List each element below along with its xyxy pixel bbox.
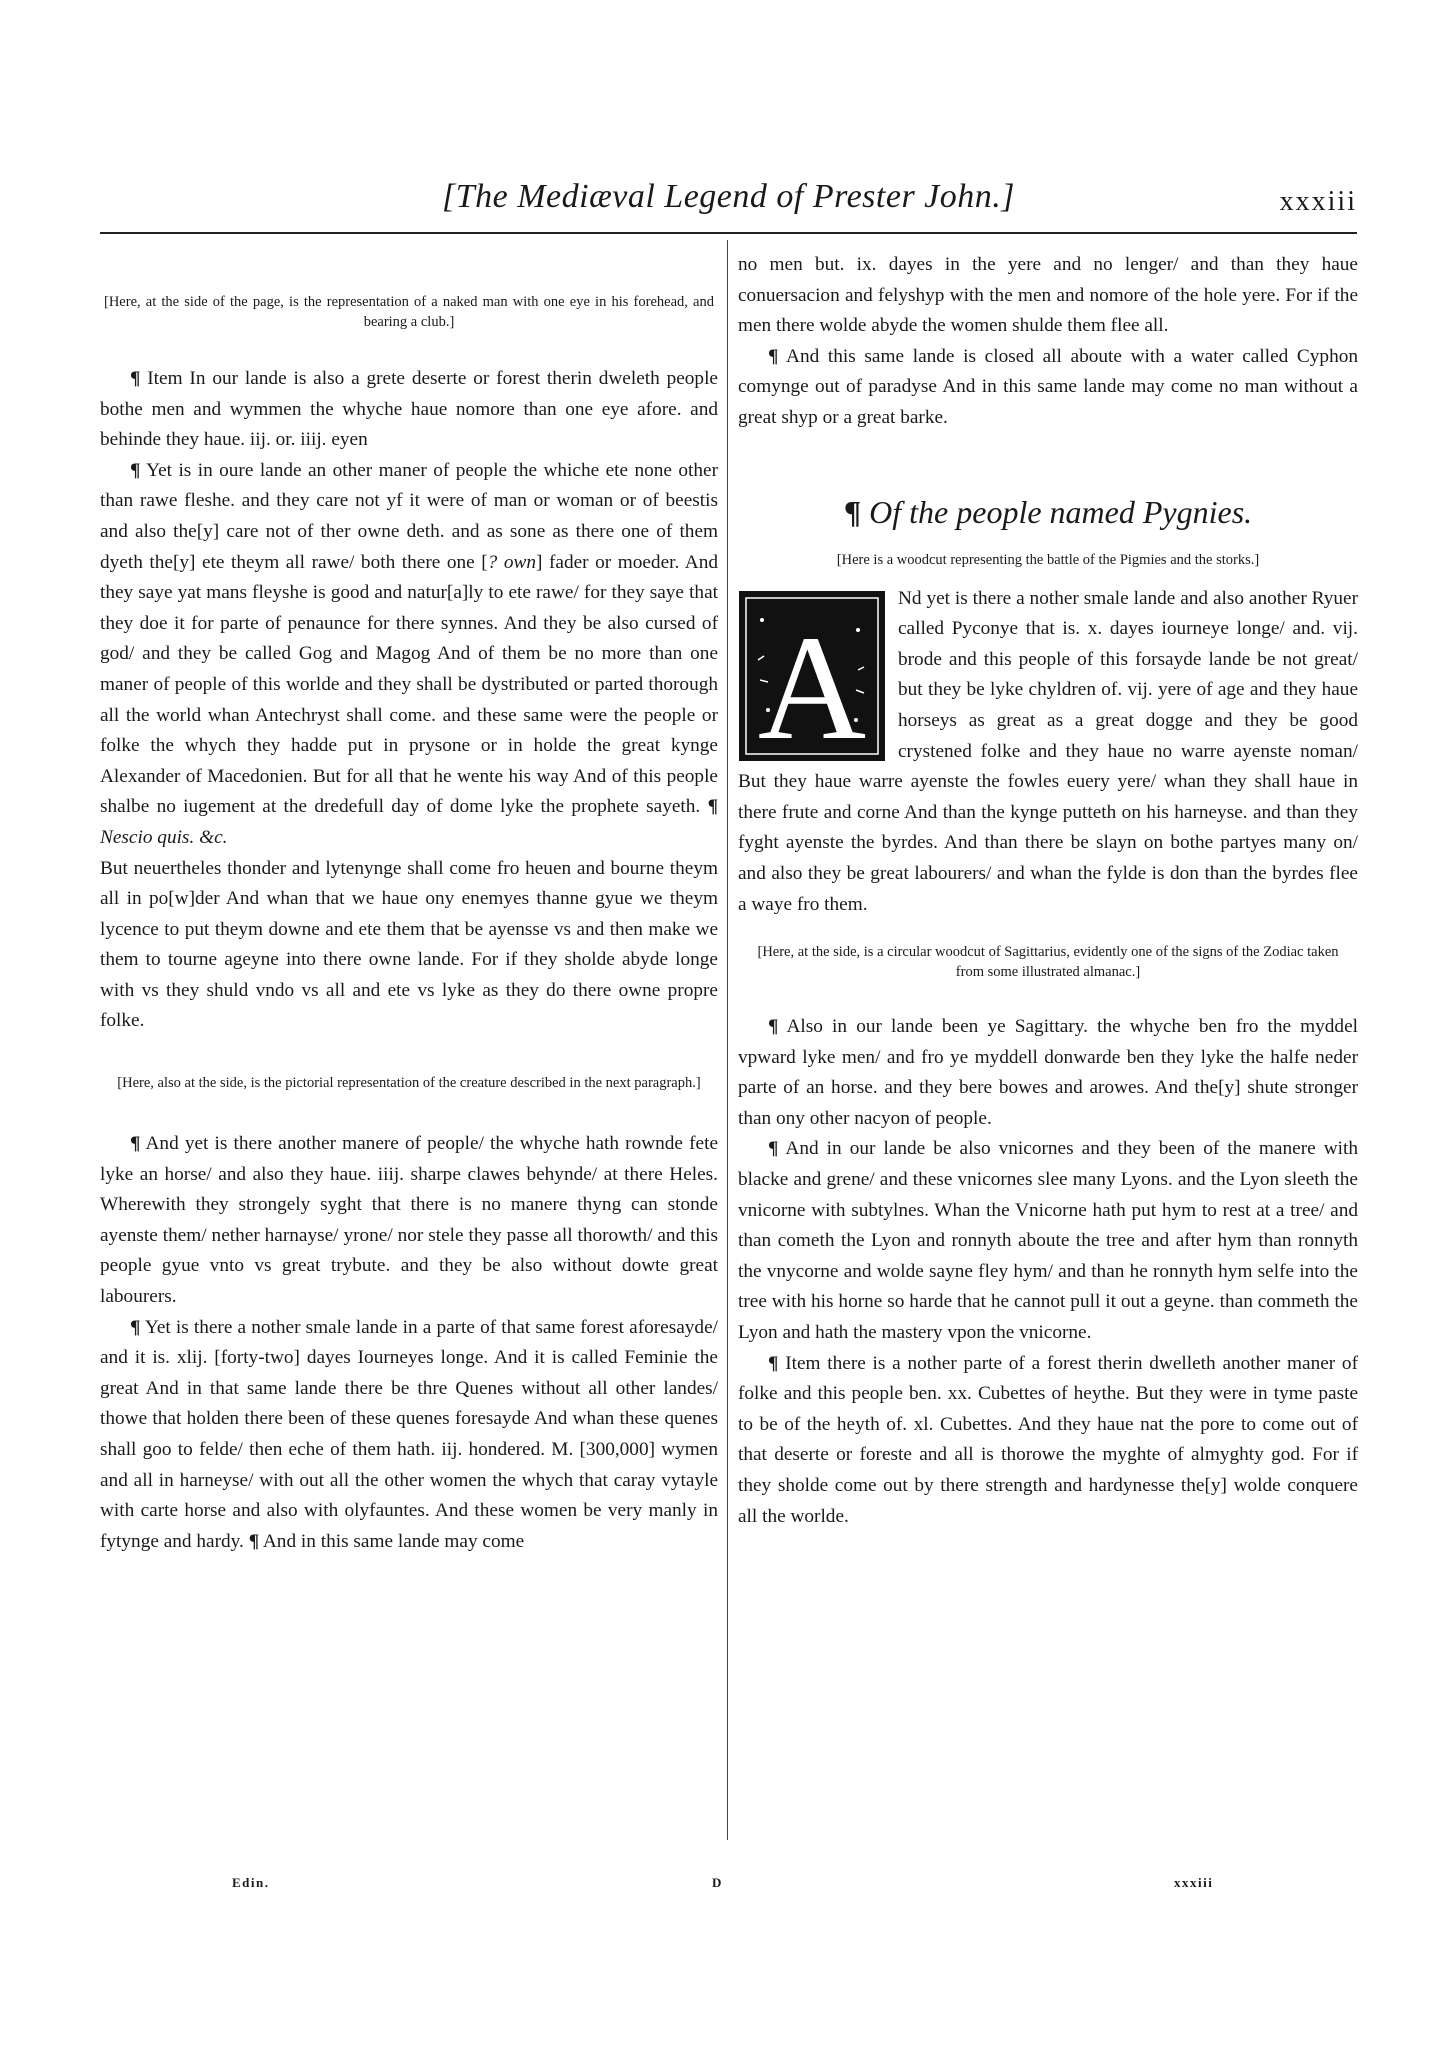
dropcap-woodcut <box>738 590 886 762</box>
latin-quote: Nescio quis. &c. <box>100 826 228 848</box>
paragraph: no men but. ix. dayes in the yere and no lenger/ and than they haue conuersacion and felyshyp with the men and nomore of the hole yere. For if the men there wolde abyde the women shulde them flee all. <box>738 254 1358 337</box>
paragraph-text: And in this same lande may come <box>262 1530 525 1552</box>
paragraph-text: And in our lande be also vnicornes and they been of the manere with blacke and grene/ and these vnicornes slee many Lyons. and the Lyon sleeth the vnicorne with subtylnes. Whan the Vnicorne hath put hym to rest at a tree/ and than cometh the Lyon and ronnyth aboute the tree and after hym than ronnyth the vnycorne and wolde sayne fley hym/ and than he ronnyth hym selfe into the tree with his horne so harde that he cannot pull it out a geyne. than commeth the Lyon and hath the mastery vpon the vnicorne. <box>738 1138 1358 1344</box>
paragraph-text: Item there is a nother parte of a forest therin dwelleth another maner of folke and this people ben. xx. Cubettes of heythe. But they were in tyme paste to be of the heyth of. xl. Cubettes. And they haue nat the pore to come out of that deserte or foreste and all is thorowe the myghte of almyghty god. For if they sholde come out by there strength and hardynesse the[y] wolde conquere all the worlde. <box>738 1352 1358 1527</box>
illustration-note: [Here, at the side, is a circular woodcut of Sagittarius, evidently one of the signs of the Zodiac taken from some illustrated almanac.] <box>757 944 1339 981</box>
paragraph-text: And yet is there another manere of people/ the whyche hath rownde fete lyke an horse/ and also they haue. iiij. sharpe clawes behynde/ at there Heles. Wherewith they strongely syght that there is no manere thyng can stonde ayenste them/ nether harnayse/ yrone/ nor stele they passe all thorowth/ and this people gyue vnto vs great trybute. and they be also without dowte great labourers. <box>100 1133 718 1308</box>
header-rule <box>100 232 1357 234</box>
paragraph: But neuertheles thonder and lytenynge shall come fro heuen and bourne theym all in po[w]der And whan that we haue ony enemyes thanne gyue we theym lycence to put theym downe and ete them that be ayensse vs and then make we them to tourne ageyne into there owne lande. For if they sholde abyde longe with vs they shuld vndo vs all and ete vs lyke as they do there owne propre folke. <box>100 857 718 1032</box>
paragraph <box>100 364 718 456</box>
italic-insert: ? own <box>487 551 536 573</box>
paragraph-text: ] fader or moeder. And they saye yat mans fleyshe is good and natur[a]ly to ete rawe/ for they saye that they doe it for parte of penaunce for there synnes. And they be also cursed of god/ and they be called Gog and Magog And of them be no more than one maner of people of this worlde and they shall be dystributed or parted thorough all the world whan Antechryst shall come. and these same were the people or folke the whych they hadde put in prysone or in holde the great kynge Alexander of Macedonien. But for all that he wente his way And of this people shalbe no iugement at the dredefull day of dome lyke the prophete sayeth. <box>100 551 718 818</box>
pilcrow-icon: ¶ <box>248 1530 260 1552</box>
running-title: [The Mediæval Legend of Prester John.] <box>442 178 1015 215</box>
pilcrow-icon: ¶ <box>130 368 141 389</box>
paragraph <box>100 1129 718 1313</box>
paragraph-text: Also in our lande been ye Sagittary. the whyche ben fro the myddel vpward lyke men/ and fro ye myddell donwarde ben they lyke the halfe neder parte of an horse. and they bere bowes and arowes. And the[y] shute stronger than ony other nacyon of people. <box>738 1016 1358 1129</box>
pilcrow-icon: ¶ <box>768 345 779 367</box>
paragraph-text: Yet is there a nother smale lande in a parte of that same forest aforesayde/ and it is. xlij. [forty-two] dayes Iourneyes longe. And it is called Feminie the great And in that same lande there be thre Quenes without all other landes/ thowe that holden there been of these quenes foresayde And whan these quenes shall goo to felde/ then eche of them hath. iij. hondered. M. [300,000] wymen and all in harneyse/ with out all the other women the whych that caray vytayle with carte horse and also with olyfauntes. And these women be very manly in fytynge and hardy. <box>100 1316 718 1552</box>
paragraph-text: Yet is in oure lande an other maner of people the whiche ete none other than rawe fleshe. and they care not yf it were of man or woman or of beestis and also the[y] care not of ther owne deth. and as sone as there one of them dyeth the[y] ete theym all rawe/ both there one [ <box>100 459 718 573</box>
paragraph <box>738 1349 1358 1533</box>
footer-page-number: xxxiii <box>1174 1875 1214 1890</box>
paragraph-text: Nd yet is there a nother smale lande and also another Ryuer called Pyconye that is. x. dayes iourneye longe/ and. vij. brode and this people of this forsayde lande be not great/ but they be lyke chyldren of. vij. yere of age and they haue horseys as great as a great dogge and they be good crystened folke and they haue no warre ayenste noman/ But they haue warre ayenste the fowles euery yere/ whan they shall haue in there frute and corne And than the kynge putteth on his harneyse. and than they fyght ayenste the byrdes. And than there be slayn on bothe partyes many on/ and also they be great labourers/ and whan the fylde is don than the byrdes flee a waye fro them. <box>738 587 1358 915</box>
running-header <box>100 172 1357 236</box>
paragraph <box>738 1134 1358 1348</box>
pilcrow-icon: ¶ <box>768 1138 779 1160</box>
pilcrow-icon: ¶ <box>768 1016 779 1038</box>
pilcrow-icon: ¶ <box>768 1352 779 1374</box>
footer-signature: Edin. <box>232 1875 270 1890</box>
paragraph-text: Item In our lande is also a grete deserte or forest therin dweleth people bothe men and wymmen the whyche haue nomore than one eye afore. and behinde they haue. iij. or. iiij. eyen <box>100 368 718 451</box>
paragraph <box>100 456 718 854</box>
dropcap-letter: A <box>757 604 867 762</box>
illustration-note: [Here is a woodcut representing the battle of the Pigmies and the storks.] <box>836 551 1260 568</box>
section-heading <box>738 492 1358 532</box>
right-column <box>738 250 1358 1532</box>
pilcrow-icon: ¶ <box>843 493 862 530</box>
paragraph-text: And this same lande is closed all aboute with a water called Cyphon comynge out of paradyse And in this same lande may come no man without a great shyp or a great barke. <box>738 345 1358 428</box>
pilcrow-icon: ¶ <box>130 1316 141 1338</box>
paragraph <box>738 342 1358 434</box>
pilcrow-icon: ¶ <box>130 459 141 481</box>
illustration-note: [Here, at the side of the page, is the representation of a naked man with one eye in his forehead, and bearing a club.] <box>104 294 714 330</box>
paragraph <box>100 1313 718 1558</box>
page-number: xxxiii <box>1279 186 1357 217</box>
left-column <box>100 250 718 1557</box>
pilcrow-icon: ¶ <box>707 796 718 818</box>
section-title: Of the people named Pygnies. <box>869 493 1253 530</box>
illustration-note: [Here, also at the side, is the pictorial representation of the creature described in the next paragraph.] <box>117 1075 701 1092</box>
pilcrow-icon: ¶ <box>130 1133 141 1155</box>
column-divider <box>727 240 728 1840</box>
paragraph <box>738 1012 1358 1134</box>
footer-gathering-mark: D <box>712 1875 723 1890</box>
paragraph <box>738 584 1358 921</box>
